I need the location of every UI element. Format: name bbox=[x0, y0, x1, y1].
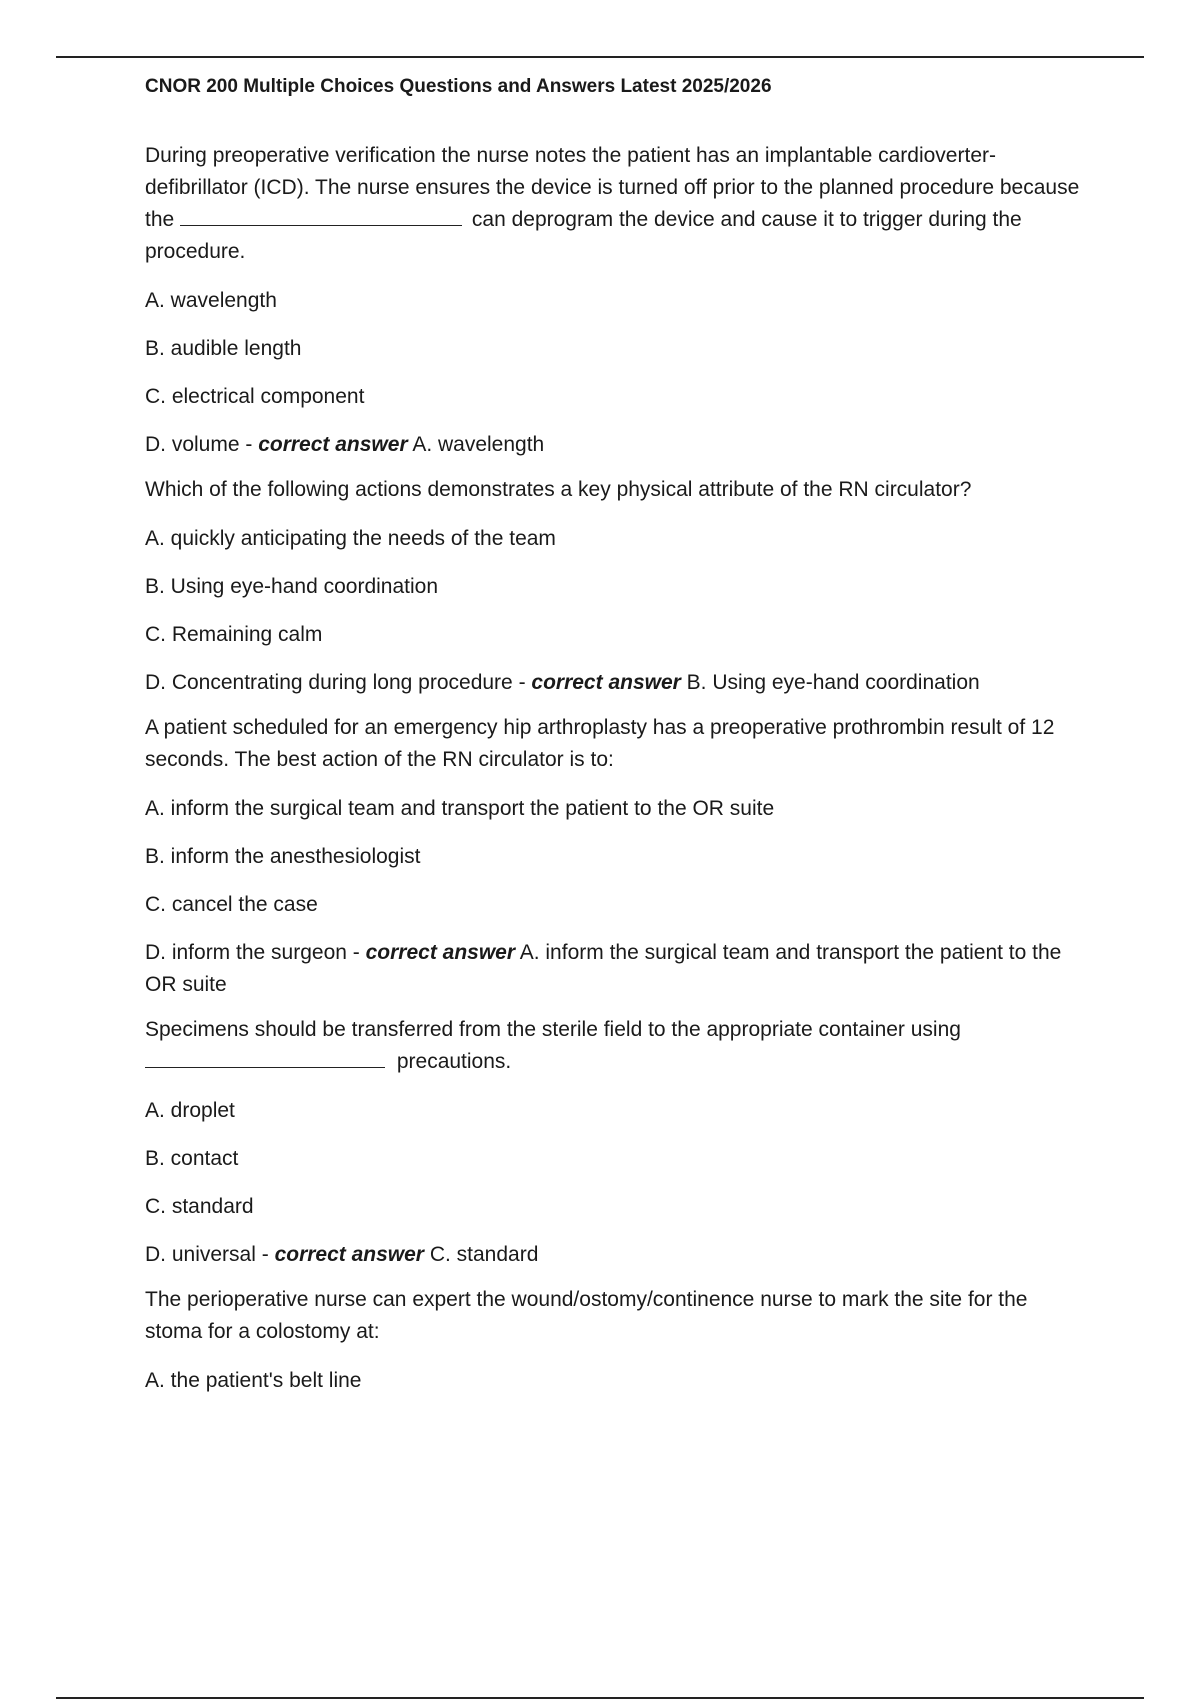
question-block-4 bbox=[145, 1014, 1085, 1271]
correct-answer-value: A. inform the surgical team and transport the patient to the OR suite bbox=[145, 941, 1062, 996]
answer-option: A. quickly anticipating the needs of the team bbox=[145, 527, 556, 550]
answer-option: B. Using eye-hand coordination bbox=[145, 575, 439, 598]
stem-text-after: can deprogram the device and cause it to trigger during the procedure. bbox=[145, 208, 1022, 263]
question-block-5 bbox=[145, 1284, 1085, 1397]
correct-answer-label: correct answer bbox=[531, 671, 681, 694]
answer-option: C. electrical component bbox=[145, 385, 365, 408]
question-block-1 bbox=[145, 140, 1085, 461]
answer-option: B. inform the anesthesiologist bbox=[145, 845, 421, 868]
option-text: D. volume bbox=[145, 433, 240, 456]
question-block-3 bbox=[145, 712, 1085, 1001]
correct-answer-label: correct answer bbox=[274, 1243, 424, 1266]
answer-option: A. wavelength bbox=[145, 289, 277, 312]
question-stem bbox=[145, 1014, 1085, 1078]
answer-option: C. standard bbox=[145, 1195, 254, 1218]
fill-in-blank bbox=[180, 205, 462, 226]
question-stem bbox=[145, 140, 1085, 268]
answer-option: C. cancel the case bbox=[145, 893, 318, 916]
document-body bbox=[145, 72, 1085, 1413]
correct-answer-value: C. standard bbox=[429, 1243, 539, 1266]
correct-answer-value: A. wavelength bbox=[412, 433, 545, 456]
option-text: D. Concentrating during long procedure bbox=[145, 671, 513, 694]
header-rule bbox=[56, 56, 1144, 58]
correct-answer-label: correct answer bbox=[258, 433, 408, 456]
fill-in-blank bbox=[145, 1047, 385, 1068]
answer-option-with-key: D. inform the surgeon - correct answer A. inform the surgical team and transport the patient to the OR suite bbox=[145, 941, 1062, 996]
stem-text-before: Specimens should be transferred from the sterile field to the appropriate container using bbox=[145, 1018, 961, 1041]
option-text: D. inform the surgeon bbox=[145, 941, 347, 964]
answer-option: C. Remaining calm bbox=[145, 623, 323, 646]
answer-option: A. inform the surgical team and transport the patient to the OR suite bbox=[145, 797, 775, 820]
answer-option: B. audible length bbox=[145, 337, 302, 360]
stem-text-before: During preoperative verification the nurse notes the patient has an implantable cardioverter-defibrillator (ICD). The nurse ensures the device is turned off prior to the planned procedure because the bbox=[145, 144, 1080, 231]
correct-answer-label: correct answer bbox=[365, 941, 516, 964]
question-stem: A patient scheduled for an emergency hip arthroplasty has a preoperative prothrombin result of 12 seconds. The best action of the RN circulator is to: bbox=[145, 716, 1055, 771]
option-text: D. universal bbox=[145, 1243, 256, 1266]
document-title: CNOR 200 Multiple Choices Questions and Answers Latest 2025/2026 bbox=[145, 76, 772, 97]
answer-option-with-key: D. Concentrating during long procedure - correct answer B. Using eye-hand coordination bbox=[145, 671, 980, 694]
correct-answer-value: B. Using eye-hand coordination bbox=[686, 671, 980, 694]
question-block-2 bbox=[145, 474, 1085, 699]
answer-option: A. droplet bbox=[145, 1099, 235, 1122]
answer-option: B. contact bbox=[145, 1147, 239, 1170]
footer-rule bbox=[56, 1697, 1144, 1699]
question-stem: Which of the following actions demonstrates a key physical attribute of the RN circulator? bbox=[145, 478, 972, 501]
answer-option: A. the patient's belt line bbox=[145, 1369, 362, 1392]
answer-option-with-key: D. volume - correct answer A. wavelength bbox=[145, 433, 545, 456]
stem-text-after: precautions. bbox=[396, 1050, 512, 1073]
answer-option-with-key: D. universal - correct answer C. standard bbox=[145, 1243, 539, 1266]
question-stem: The perioperative nurse can expert the wound/ostomy/continence nurse to mark the site for the stoma for a colostomy at: bbox=[145, 1288, 1028, 1343]
